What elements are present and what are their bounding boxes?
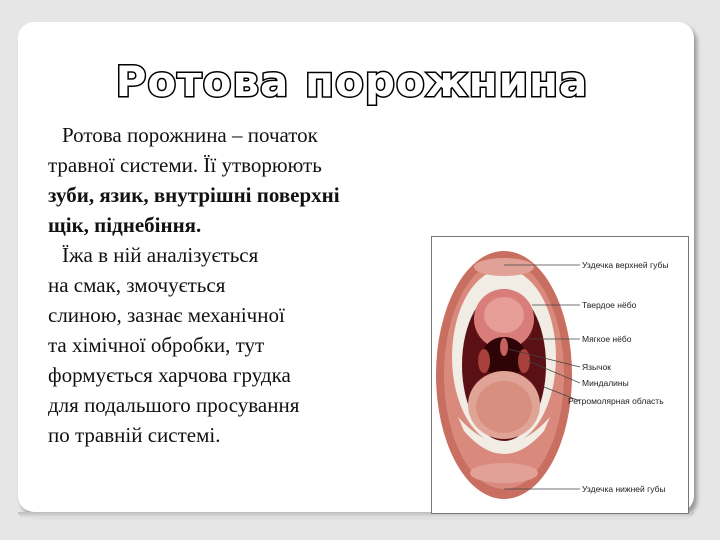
paragraph-intro	[48, 120, 468, 240]
text-line: та хімічної обробки, тут	[48, 333, 265, 357]
uvula-shape	[500, 338, 508, 356]
label-retromolar-area: Ретромолярная область	[568, 396, 664, 406]
text-line: для подальшого просування	[48, 393, 300, 417]
label-soft-palate: Мягкое нёбо	[582, 334, 632, 344]
mouth-illustration	[436, 251, 572, 499]
body-text	[48, 120, 468, 450]
slide-title	[92, 52, 612, 110]
paragraph-function	[48, 240, 468, 450]
label-lower-lip-frenulum: Уздечка нижней губы	[582, 484, 666, 494]
label-hard-palate: Твердое нёбо	[582, 300, 637, 310]
slide-title-text: Ротова порожнина	[115, 57, 589, 106]
text-line: по травній системі.	[48, 423, 221, 447]
text-line: формується харчова грудка	[48, 363, 291, 387]
text-line: Їжа в ній аналізується	[62, 243, 259, 267]
text-line: на смак, змочується	[48, 273, 226, 297]
text-line-bold: щік, піднебіння.	[48, 213, 202, 237]
text-line: Ротова порожнина – початок	[62, 123, 318, 147]
text-line: слиною, зазнає механічної	[48, 303, 285, 327]
label-upper-lip-frenulum: Уздечка верхней губы	[582, 260, 669, 270]
text-line: травної системи. Її утворюють	[48, 153, 322, 177]
label-tonsils: Миндалины	[582, 378, 629, 388]
oral-cavity-figure	[431, 236, 689, 514]
text-line-bold: зуби, язик, внутрішні поверхні	[48, 183, 340, 207]
label-uvula: Язычок	[582, 362, 612, 372]
